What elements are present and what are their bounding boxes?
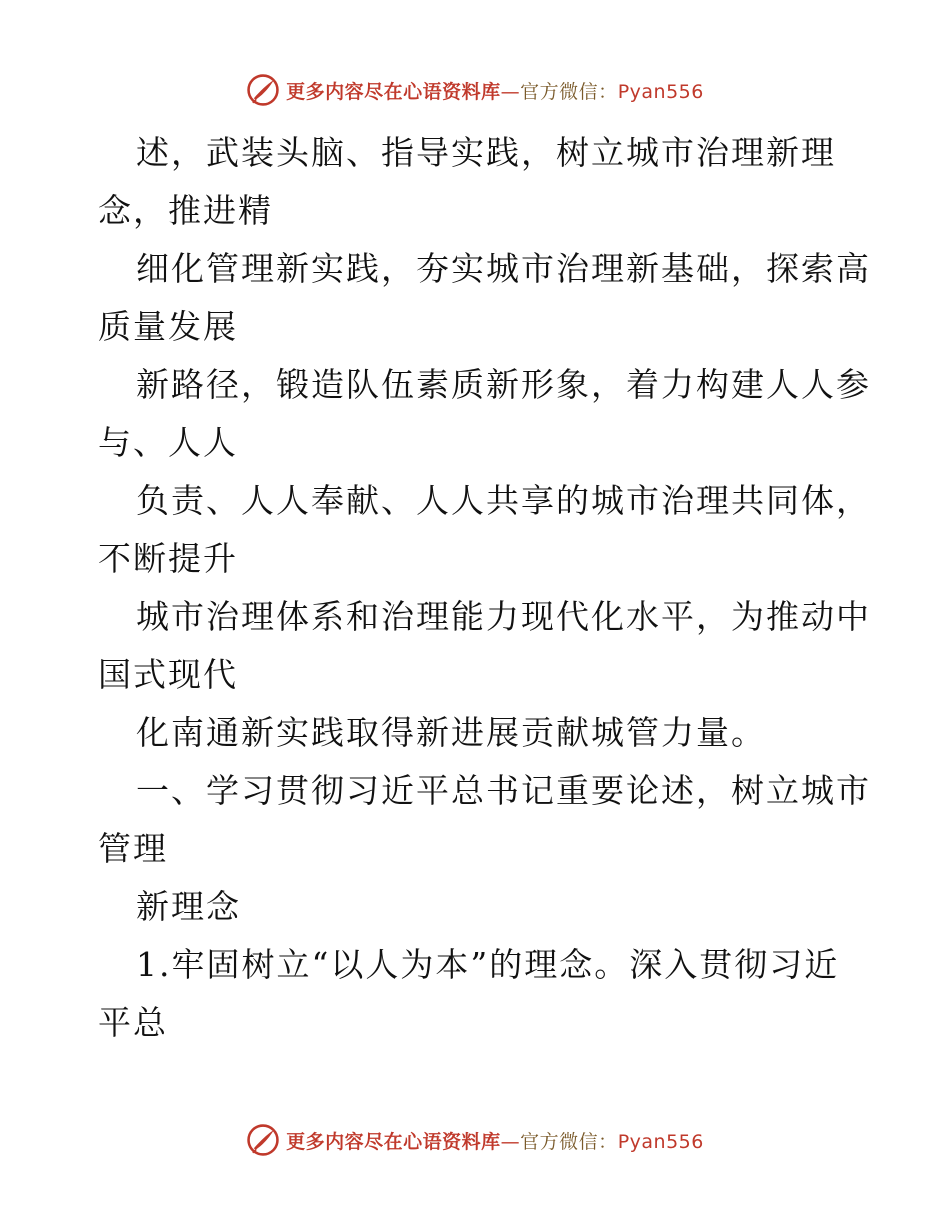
document-body <box>98 124 871 1052</box>
section-heading-cont: 管理 <box>98 829 168 868</box>
body-line: 城市治理体系和治理能力现代化水平，为推动中 <box>136 597 871 636</box>
section-heading: 一、学习贯彻习近平总书记重要论述，树立城市 <box>136 771 871 810</box>
body-line: 新路径，锻造队伍素质新形象，着力构建人人参 <box>136 365 871 404</box>
body-line: 1.牢固树立“以人为本”的理念。深入贯彻习近 <box>136 945 840 984</box>
banner-handle: Pyan556 <box>617 1130 704 1153</box>
footer-banner <box>0 1120 950 1160</box>
banner-text <box>286 77 704 104</box>
banner-label: 官方微信： <box>520 80 618 103</box>
banner-dash: — <box>500 80 521 103</box>
body-line: 国式现代 <box>98 655 238 694</box>
header-banner <box>0 70 950 110</box>
quill-pen-logo-icon <box>246 1123 280 1157</box>
section-heading-cont: 新理念 <box>136 887 241 926</box>
banner-handle: Pyan556 <box>617 80 704 103</box>
body-line: 述，武装头脑、指导实践，树立城市治理新理 <box>136 133 836 172</box>
banner-main-text: 更多内容尽在心语资料库 <box>286 80 501 103</box>
quill-pen-logo-icon <box>246 73 280 107</box>
body-line: 念，推进精 <box>98 191 273 230</box>
body-line: 与、人人 <box>98 423 238 462</box>
banner-main-text: 更多内容尽在心语资料库 <box>286 1130 501 1153</box>
body-line: 不断提升 <box>98 539 238 578</box>
banner-text <box>286 1127 704 1154</box>
banner-label: 官方微信： <box>520 1130 618 1153</box>
body-line: 化南通新实践取得新进展贡献城管力量。 <box>136 713 766 752</box>
body-line: 负责、人人奉献、人人共享的城市治理共同体， <box>136 481 871 520</box>
body-line: 质量发展 <box>98 307 238 346</box>
body-line: 细化管理新实践，夯实城市治理新基础，探索高 <box>136 249 871 288</box>
banner-dash: — <box>500 1130 521 1153</box>
body-line: 平总 <box>98 1003 168 1042</box>
